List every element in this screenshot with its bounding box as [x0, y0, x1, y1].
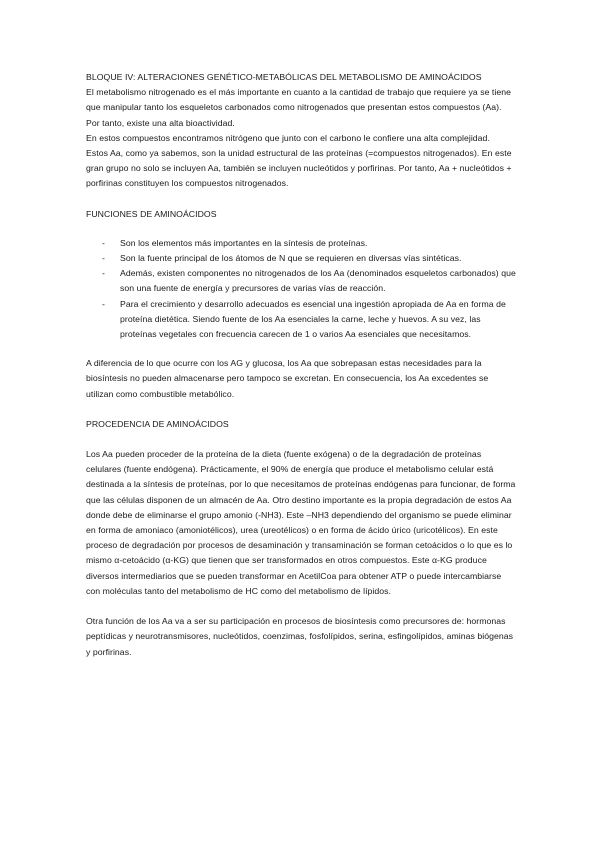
- procedencia-paragraph-2: Otra función de los Aa va a ser su participación en procesos de biosíntesis como precursores de: hormonas peptídicas y neurotransmisores, nucleótidos, coenzimas, fosfolípidos, serina, esfingolípidos, aminas biógenas y porfirinas.: [86, 616, 514, 657]
- procedencia-paragraph-1: Los Aa pueden proceder de la proteína de la dieta (fuente exógena) o de la degradación de proteínas celulares (fuente endógena). Prácticamente, el 90% de energía que produce el metabolismo celular está destinada a la síntesis de proteínas, por lo que necesitamos de proteínas endógenas para funcionar, de forma que las células disponen de un almacén de Aa. Otro destino importante es la propia degradación de estos Aa donde debe de eliminarse el grupo amonio (-NH3). Este –NH3 dependiendo del organismo se puede eliminar en forma de amoniaco (amoniotélicos), urea (ureotélicos) o en forma de ácido úrico (uricotélicos). En este proceso de degradación por procesos de desaminación y transaminación se forman cetoácidos o lo que es lo mismo α-cetoácido (α-KG) que tienen que ser transformados en otros compuestos. Este α-KG produce diversos intermediarios que se pueden transformar en AcetilCoa para obtener ATP o puede intercambiarse con moléculas tanto del metabolismo de HC como del metabolismo de lípidos.: [86, 449, 516, 596]
- bullet-dash: -: [102, 298, 105, 309]
- bullet-dash: -: [102, 237, 105, 248]
- list-item: - Además, existen componentes no nitrogenados de los Aa (denominados esqueletos carbonados) que son una fuente de energía y precursores de varias vías de reacción.: [102, 268, 516, 294]
- intro-paragraph-2: En estos compuestos encontramos nitrógeno que junto con el carbono le confiere una alta complejidad.: [86, 132, 490, 143]
- section-heading-funciones: FUNCIONES DE AMINOÁCIDOS: [86, 208, 217, 219]
- section-heading-procedencia: PROCEDENCIA DE AMINOÁCIDOS: [86, 418, 229, 429]
- list-item: - Son la fuente principal de los átomos de N que se requieren en diversas vías sintéticas.: [86, 251, 516, 266]
- funciones-list: [86, 236, 516, 342]
- funciones-after-paragraph: A diferencia de lo que ocurre con los AG y glucosa, los Aa que sobrepasan estas necesidades para la biosíntesis no pueden almacenarse pero tampoco se excretan. En consecuencia, los Aa excedentes se utilizan como combustible metabólico.: [86, 358, 489, 399]
- intro-paragraph-3: Estos Aa, como ya sabemos, son la unidad estructural de las proteínas (=compuestos nitrogenados). En este gran grupo no solo se incluyen Aa, también se incluyen nucleótidos y porfirinas. Por tanto, Aa + nucleótidos + porfirinas constituyen los compuestos nitrogenados.: [86, 148, 512, 189]
- bullet-dash: -: [102, 253, 105, 264]
- intro-paragraph-1: El metabolismo nitrogenado es el más importante en cuanto a la cantidad de trabajo que requiere ya se tiene que manipular tanto los esqueletos carbonados como nitrogenados que presentan estos compuestos (Aa). Por tanto, existe una alta bioactividad.: [86, 87, 512, 128]
- bullet-dash: -: [102, 268, 105, 279]
- list-item: - Son los elementos más importantes en la síntesis de proteínas.: [86, 236, 516, 251]
- list-item: - Para el crecimiento y desarrollo adecuados es esencial una ingestión apropiada de Aa en forma de proteína dietética. Siendo fuente de los Aa esenciales la carne, leche y huevos. A su vez, las proteínas vegetales con frecuencia carecen de 1 o varios Aa esenciales que necesitamos.: [102, 298, 506, 340]
- document-title: BLOQUE IV: ALTERACIONES GENÉTICO-METABÓLICAS DEL METABOLISMO DE AMINOÁCIDOS: [86, 72, 482, 82]
- document-body: [86, 70, 516, 660]
